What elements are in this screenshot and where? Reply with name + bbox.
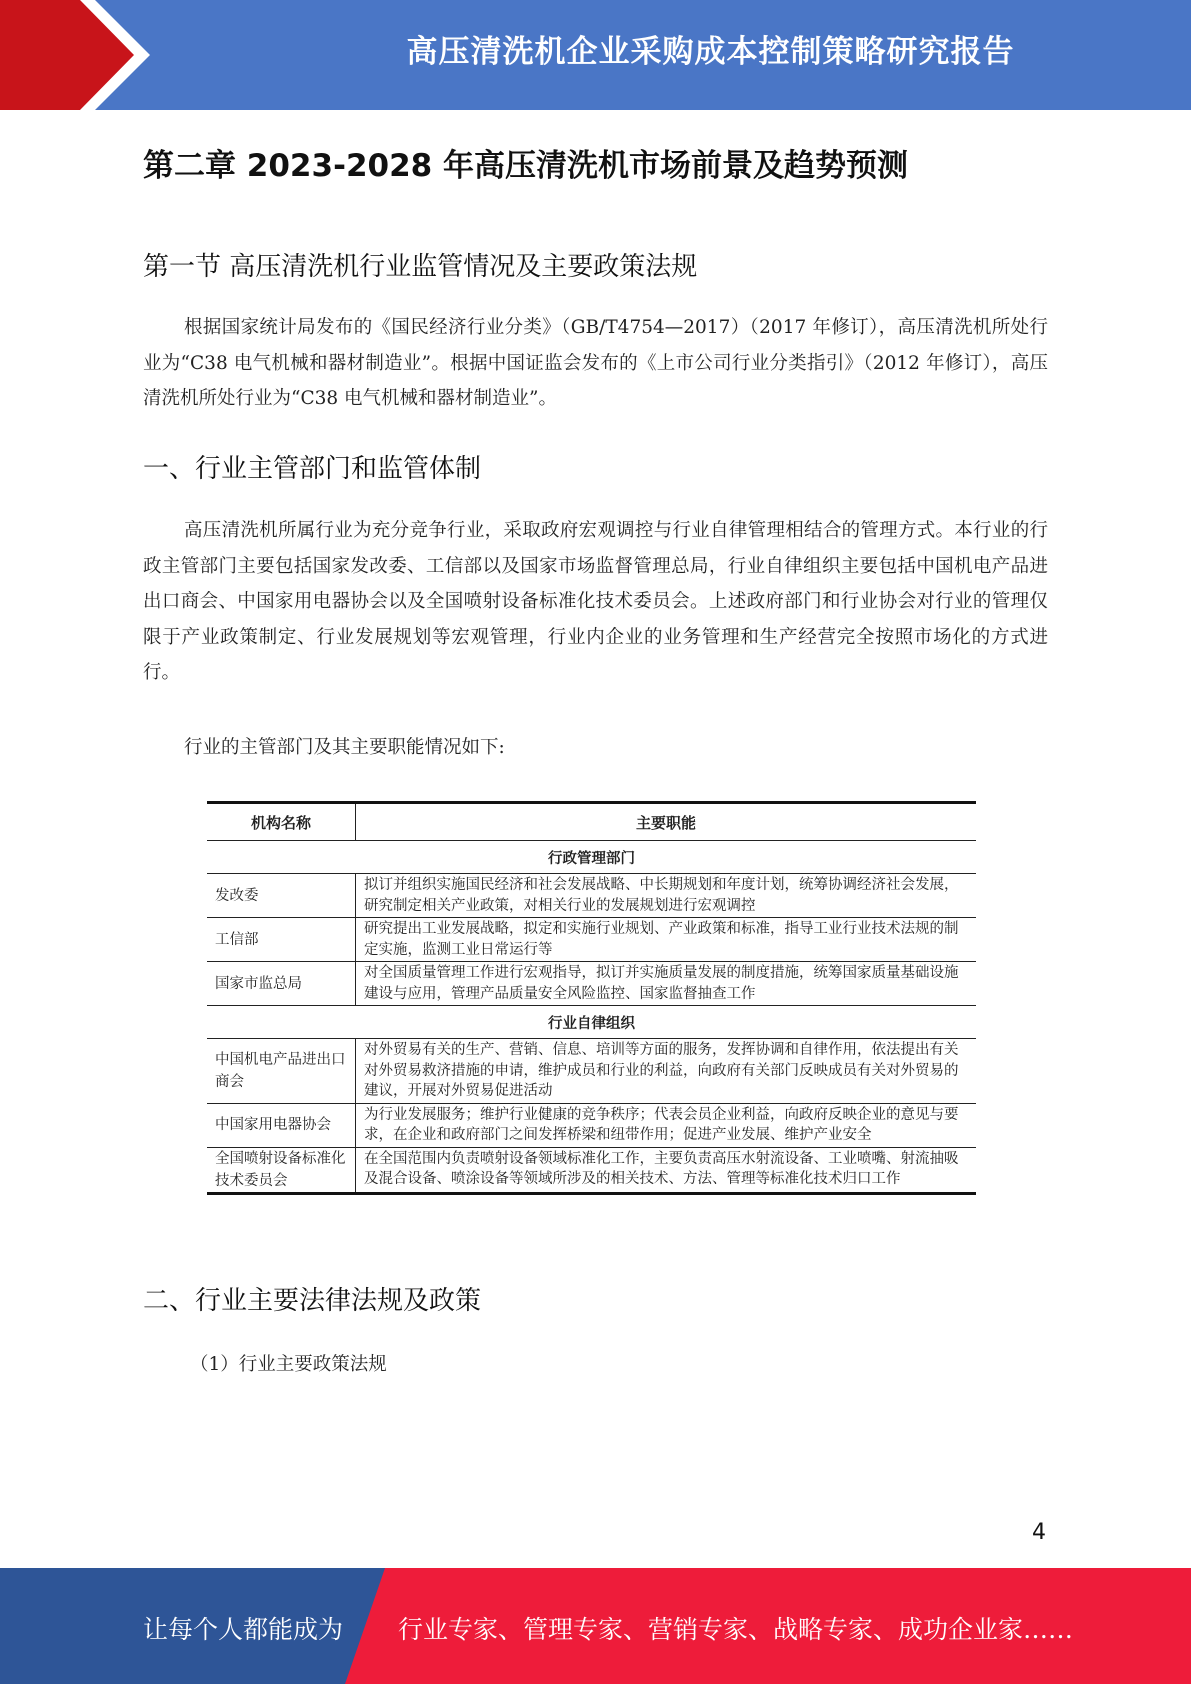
footer-slogan-left: 让每个人都能成为 xyxy=(143,1615,344,1644)
table-group-row xyxy=(207,841,976,874)
agency-name: 发改委 xyxy=(207,874,356,918)
part1-body-paragraph: 高压清洗机所属行业为充分竞争行业，采取政府宏观调控与行业自律管理相结合的管理方式。本行业的行政主管部门主要包括国家发改委、工信部以及国家市场监督管理总局，行业自律组织主要包括中国机电产品进出口商会、中国家用电器协会以及全国喷射设备标准化技术委员会。上述政府部门和行业协会对行业的管理仅限于产业政策制定、行业发展规划等宏观管理，行业内企业的业务管理和生产经营完全按照市场化的方式进行。 xyxy=(143,520,1048,683)
page-header xyxy=(0,0,1191,110)
agency-function: 拟订并组织实施国民经济和社会发展战略、中长期规划和年度计划，统筹协调经济社会发展，研究制定相关产业政策，对相关行业的发展规划进行宏观调控 xyxy=(356,874,977,918)
agency-functions-table xyxy=(207,801,976,1195)
footer-slogan-right: 行业专家、管理专家、营销专家、战略专家、成功企业家…… xyxy=(398,1615,1074,1644)
agency-name: 全国喷射设备标准化技术委员会 xyxy=(207,1147,356,1193)
part2-heading: 二、行业主要法律法规及政策 xyxy=(143,1286,482,1316)
agency-function: 研究提出工业发展战略，拟定和实施行业规划、产业政策和标准，指导工业行业技术法规的制定实施，监测工业日常运行等 xyxy=(356,918,977,962)
agency-name: 工信部 xyxy=(207,918,356,962)
table-row xyxy=(207,1103,976,1147)
report-title: 高压清洗机企业采购成本控制策略研究报告 xyxy=(406,34,1015,70)
table-row xyxy=(207,918,976,962)
group-label-admin: 行政管理部门 xyxy=(207,841,976,874)
table-group-row xyxy=(207,1006,976,1039)
agency-name: 国家市监总局 xyxy=(207,962,356,1006)
agency-name: 中国机电产品进出口商会 xyxy=(207,1039,356,1104)
intro-paragraph: 根据国家统计局发布的《国民经济行业分类》（GB/T4754—2017）（2017 年修订），高压清洗机所处行业为“C38 电气机械和器材制造业”。根据中国证监会发布的《上市公司行业分类指引》（2012 年修订），高压清洗机所处行业为“C38 电气机械和器材制造业”。 xyxy=(143,317,1048,409)
chapter-title: 第二章 2023-2028 年高压清洗机市场前景及趋势预测 xyxy=(143,148,909,184)
table-row xyxy=(207,1039,976,1104)
table-row xyxy=(207,874,976,918)
agency-function: 对外贸易有关的生产、营销、信息、培训等方面的服务，发挥协调和自律作用，依法提出有关对外贸易救济措施的申请，维护成员和行业的利益，向政府有关部门反映成员有关对外贸易的建议，开展对外贸易促进活动 xyxy=(356,1039,977,1104)
col-header-agency: 机构名称 xyxy=(207,803,356,841)
table-header-row xyxy=(207,803,976,841)
col-header-function: 主要职能 xyxy=(356,803,977,841)
part1-heading: 一、行业主管部门和监管体制 xyxy=(143,454,482,484)
agency-function: 在全国范围内负责喷射设备领域标准化工作，主要负责高压水射流设备、工业喷嘴、射流抽吸及混合设备、喷涂设备等领域所涉及的相关技术、方法、管理等标准化技术归口工作 xyxy=(356,1147,977,1193)
agency-name: 中国家用电器协会 xyxy=(207,1103,356,1147)
part2-subheading: （1）行业主要政策法规 xyxy=(190,1354,387,1375)
group-label-self-regulatory: 行业自律组织 xyxy=(207,1006,976,1039)
table-row xyxy=(207,962,976,1006)
agency-function: 对全国质量管理工作进行宏观指导，拟订并实施质量发展的制度措施，统筹国家质量基础设施建设与应用，管理产品质量安全风险监控、国家监督抽查工作 xyxy=(356,962,977,1006)
page-number: 4 xyxy=(1032,1520,1046,1545)
page-footer xyxy=(0,1568,1191,1684)
section-title: 第一节 高压清洗机行业监管情况及主要政策法规 xyxy=(143,252,698,282)
table-intro-text: 行业的主管部门及其主要职能情况如下: xyxy=(184,737,505,758)
agency-function: 为行业发展服务；维护行业健康的竞争秩序；代表会员企业利益，向政府反映企业的意见与要求，在企业和政府部门之间发挥桥梁和纽带作用；促进产业发展、维护产业安全 xyxy=(356,1103,977,1147)
table-row xyxy=(207,1147,976,1193)
